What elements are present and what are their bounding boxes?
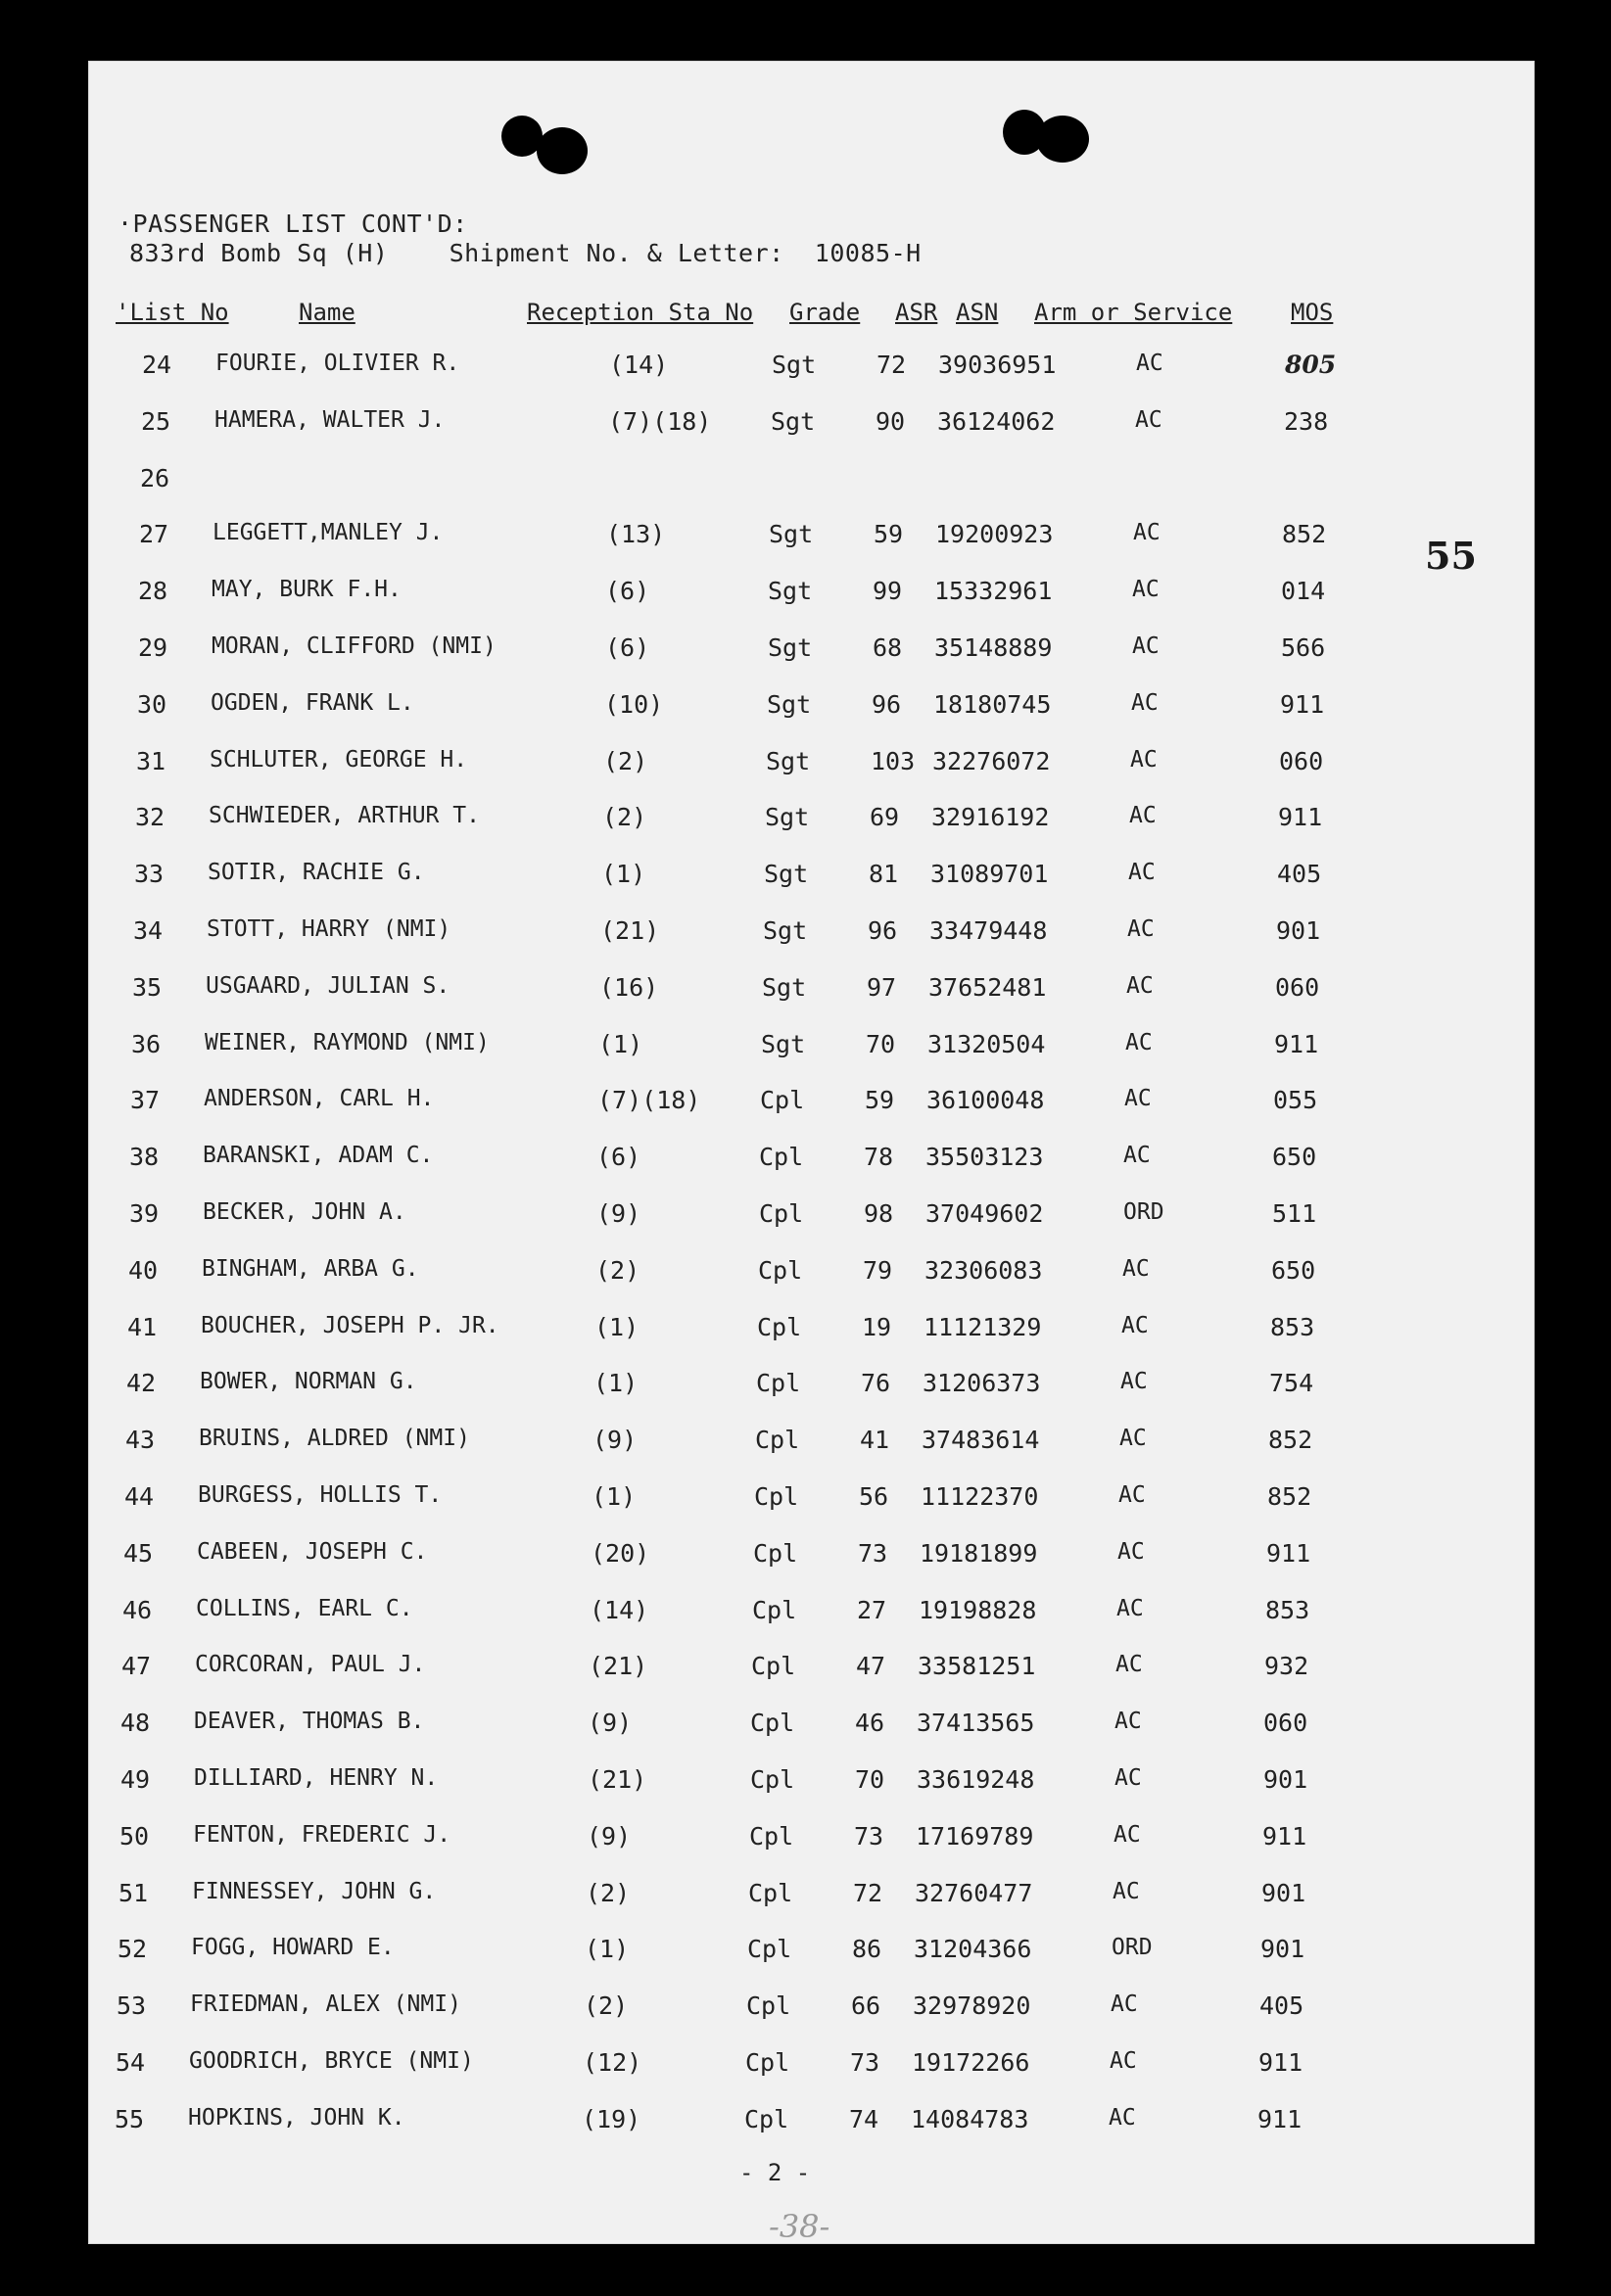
asr-cell: 76 <box>861 1369 891 1398</box>
asr-cell: 96 <box>872 689 902 719</box>
reception-cell: (2) <box>603 746 648 775</box>
mos-cell: 852 <box>1268 1426 1313 1455</box>
reception-cell: (1) <box>598 1029 643 1058</box>
reception-cell: (1) <box>592 1482 637 1511</box>
mos-cell: 060 <box>1263 1709 1308 1738</box>
name-cell: COLLINS, EARL C. <box>196 1595 413 1621</box>
table-row <box>0 1199 1358 1239</box>
asr-cell: 68 <box>873 633 903 662</box>
asr-cell: 78 <box>864 1143 894 1172</box>
arm-cell: AC <box>1131 689 1159 716</box>
mos-cell: 055 <box>1273 1086 1318 1115</box>
name-cell: BOUCHER, JOSEPH P. JR. <box>201 1312 499 1338</box>
grade-cell: Cpl <box>759 1143 804 1172</box>
mos-cell: 853 <box>1270 1312 1315 1341</box>
grade-cell: Cpl <box>750 1765 795 1794</box>
name-cell: SOTIR, RACHIE G. <box>208 860 425 886</box>
asn-cell: 39036951 <box>938 351 1057 379</box>
arm-cell: AC <box>1129 803 1157 829</box>
list-no-cell: 53 <box>117 1991 147 2021</box>
grade-cell: Sgt <box>761 1029 806 1058</box>
arm-cell: AC <box>1116 1595 1144 1621</box>
mos-cell: 932 <box>1264 1652 1309 1681</box>
mos-cell: 650 <box>1271 1255 1316 1285</box>
asr-cell: 98 <box>864 1199 894 1228</box>
asn-cell: 19200923 <box>935 520 1054 549</box>
asr-cell: 47 <box>856 1652 886 1681</box>
asr-cell: 66 <box>851 1991 881 2021</box>
arm-cell: AC <box>1114 1765 1142 1791</box>
grade-cell: Sgt <box>771 406 816 436</box>
list-no-cell: 50 <box>119 1821 150 1851</box>
table-row <box>0 1539 1352 1578</box>
asn-cell: 19181899 <box>920 1538 1038 1568</box>
asn-cell: 31320504 <box>927 1029 1046 1058</box>
asr-cell: 41 <box>860 1426 890 1455</box>
list-no-cell: 29 <box>138 633 168 662</box>
arm-cell: AC <box>1121 1312 1149 1338</box>
name-cell: SCHWIEDER, ARTHUR T. <box>209 803 480 829</box>
asn-cell: 37652481 <box>928 972 1047 1002</box>
grade-cell: Cpl <box>755 1426 800 1455</box>
mos-cell: 852 <box>1282 520 1327 549</box>
grade-cell: Sgt <box>768 633 813 662</box>
asr-cell: 73 <box>850 2048 880 2077</box>
mos-cell: 911 <box>1262 1821 1307 1851</box>
grade-cell: Cpl <box>748 1878 793 1907</box>
table-row <box>0 1822 1349 1861</box>
arm-cell: AC <box>1132 633 1160 659</box>
asn-cell: 11121329 <box>924 1312 1042 1341</box>
grade-cell: Cpl <box>744 2104 789 2133</box>
asn-cell: 35503123 <box>925 1143 1044 1172</box>
asn-cell: 36100048 <box>926 1086 1045 1115</box>
arm-cell: AC <box>1113 1878 1140 1904</box>
page-number: - 2 - <box>739 2159 811 2186</box>
asn-cell: 37413565 <box>917 1709 1035 1738</box>
grade-cell: Cpl <box>758 1255 803 1285</box>
list-no-cell: 34 <box>133 916 164 945</box>
asn-cell: 36124062 <box>937 406 1056 436</box>
name-cell: OGDEN, FRANK L. <box>211 689 414 716</box>
grade-cell: Sgt <box>772 351 817 379</box>
name-cell: BINGHAM, ARBA G. <box>202 1255 419 1282</box>
reception-cell: (14) <box>590 1595 649 1624</box>
table-row <box>0 351 1371 390</box>
mos-cell: 511 <box>1272 1199 1317 1228</box>
asr-cell: 90 <box>876 406 906 436</box>
list-no-cell: 36 <box>131 1029 162 1058</box>
punch-hole-right <box>1036 116 1089 163</box>
mos-cell: 014 <box>1281 577 1326 606</box>
arm-cell: AC <box>1128 860 1156 886</box>
grade-cell: Cpl <box>757 1312 802 1341</box>
asn-cell: 19172266 <box>912 2048 1030 2077</box>
list-no-cell: 38 <box>129 1143 160 1172</box>
mos-cell: 405 <box>1259 1991 1304 2021</box>
list-no-cell: 26 <box>140 463 170 492</box>
list-no-cell: 24 <box>142 351 172 379</box>
name-cell: FENTON, FREDERIC J. <box>193 1821 451 1848</box>
column-asr: ASR <box>895 299 938 326</box>
table-row <box>0 577 1367 616</box>
grade-cell: Sgt <box>762 972 807 1002</box>
arm-cell: AC <box>1115 1652 1143 1678</box>
list-no-cell: 41 <box>127 1312 158 1341</box>
name-cell: WEINER, RAYMOND (NMI) <box>205 1029 490 1055</box>
table-row <box>0 1765 1350 1804</box>
shipment-line: 833rd Bomb Sq (H) Shipment No. & Letter: 10085-H <box>129 239 922 267</box>
reception-cell: (9) <box>588 1709 633 1738</box>
list-no-cell: 55 <box>115 2104 145 2133</box>
grade-cell: Cpl <box>747 1935 792 1964</box>
grade-cell: Cpl <box>749 1821 794 1851</box>
list-no-cell: 30 <box>137 689 167 719</box>
name-cell: LEGGETT,MANLEY J. <box>213 520 444 546</box>
table-row <box>0 747 1365 786</box>
column-arm-or-service: Arm or Service <box>1034 299 1233 326</box>
table-row <box>0 690 1366 729</box>
folio-number: -38- <box>769 2208 830 2245</box>
table-row <box>0 1596 1351 1635</box>
asn-cell: 31089701 <box>930 860 1049 889</box>
table-row <box>0 1313 1356 1352</box>
mos-cell: 805 <box>1285 351 1337 379</box>
reception-cell: (2) <box>584 1991 629 2021</box>
asr-cell: 86 <box>852 1935 882 1964</box>
name-cell: DILLIARD, HENRY N. <box>194 1765 439 1791</box>
column-reception: Reception Sta No <box>527 299 754 326</box>
arm-cell: AC <box>1125 1029 1153 1055</box>
reception-cell: (6) <box>596 1143 641 1172</box>
mos-cell: 405 <box>1277 860 1322 889</box>
asr-cell: 56 <box>859 1482 889 1511</box>
asr-cell: 70 <box>855 1765 885 1794</box>
arm-cell: AC <box>1135 406 1162 433</box>
asn-cell: 37049602 <box>925 1199 1044 1228</box>
table-row <box>0 1709 1350 1748</box>
list-no-cell: 32 <box>135 803 166 832</box>
table-row <box>0 1256 1357 1295</box>
arm-cell: AC <box>1113 1821 1141 1848</box>
table-row <box>0 633 1367 673</box>
name-cell: GOODRICH, BRYCE (NMI) <box>189 2048 474 2074</box>
asn-cell: 32978920 <box>913 1991 1031 2021</box>
name-cell: CORCORAN, PAUL J. <box>195 1652 426 1678</box>
reception-cell: (6) <box>605 633 650 662</box>
asr-cell: 27 <box>857 1595 887 1624</box>
name-cell: BOWER, NORMAN G. <box>200 1369 417 1395</box>
name-cell: USGAARD, JULIAN S. <box>206 972 450 999</box>
table-row <box>0 803 1364 842</box>
table-row <box>0 2048 1345 2087</box>
list-no-cell: 27 <box>139 520 169 549</box>
asr-cell: 74 <box>849 2104 879 2133</box>
reception-cell: (21) <box>589 1652 648 1681</box>
asr-cell: 79 <box>863 1255 893 1285</box>
reception-cell: (14) <box>609 351 669 379</box>
name-cell: FRIEDMAN, ALEX (NMI) <box>190 1991 461 2018</box>
name-cell: MORAN, CLIFFORD (NMI) <box>212 633 497 659</box>
document-title: ·PASSENGER LIST CONT'D: <box>118 210 468 238</box>
mos-cell: 901 <box>1261 1878 1306 1907</box>
grade-cell: Sgt <box>765 803 810 832</box>
asr-cell: 69 <box>870 803 900 832</box>
reception-cell: (2) <box>586 1878 631 1907</box>
mos-cell: 911 <box>1257 2104 1303 2133</box>
arm-cell: AC <box>1123 1143 1151 1169</box>
mos-cell: 911 <box>1280 689 1325 719</box>
table-row <box>0 860 1363 899</box>
asr-cell: 72 <box>853 1878 883 1907</box>
asr-cell: 96 <box>868 916 898 945</box>
table-row <box>0 1879 1348 1918</box>
list-no-cell: 40 <box>128 1255 159 1285</box>
table-row <box>0 1030 1360 1069</box>
grade-cell: Sgt <box>766 746 811 775</box>
asr-cell: 73 <box>858 1538 888 1568</box>
asr-cell: 19 <box>862 1312 892 1341</box>
arm-cell: AC <box>1127 916 1155 942</box>
reception-cell: (13) <box>606 520 666 549</box>
list-no-cell: 39 <box>129 1199 160 1228</box>
mos-cell: 650 <box>1272 1143 1317 1172</box>
list-no-cell: 37 <box>130 1086 161 1115</box>
grade-cell: Cpl <box>751 1652 796 1681</box>
asn-cell: 19198828 <box>919 1595 1037 1624</box>
name-cell: FINNESSEY, JOHN G. <box>192 1878 437 1904</box>
name-cell: BRUINS, ALDRED (NMI) <box>199 1426 470 1452</box>
mos-cell: 852 <box>1267 1482 1312 1511</box>
grade-cell: Sgt <box>763 916 808 945</box>
punch-hole-left <box>537 127 588 174</box>
mos-cell: 060 <box>1279 746 1324 775</box>
list-no-cell: 51 <box>118 1878 149 1907</box>
asn-cell: 32276072 <box>932 746 1051 775</box>
table-row <box>0 916 1362 956</box>
grade-cell: Cpl <box>746 1991 791 2021</box>
asr-cell: 103 <box>871 746 916 775</box>
list-no-cell: 52 <box>118 1935 148 1964</box>
table-row <box>0 1935 1347 1974</box>
name-cell: FOGG, HOWARD E. <box>191 1935 395 1961</box>
list-no-cell: 49 <box>120 1765 151 1794</box>
table-row <box>0 1086 1359 1125</box>
table-row <box>0 1426 1354 1465</box>
mos-cell: 901 <box>1260 1935 1305 1964</box>
table-row <box>0 520 1368 559</box>
reception-cell: (19) <box>582 2104 641 2133</box>
list-no-cell: 54 <box>116 2048 146 2077</box>
grade-cell: Cpl <box>745 2048 790 2077</box>
grade-cell: Cpl <box>754 1482 799 1511</box>
asn-cell: 17169789 <box>916 1821 1034 1851</box>
table-row <box>0 464 1369 503</box>
asn-cell: 32306083 <box>924 1255 1043 1285</box>
table-row <box>0 407 1370 446</box>
asn-cell: 33619248 <box>917 1765 1035 1794</box>
arm-cell: ORD <box>1123 1199 1164 1225</box>
mos-cell: 911 <box>1258 2048 1303 2077</box>
arm-cell: ORD <box>1112 1935 1153 1961</box>
list-no-cell: 42 <box>126 1369 157 1398</box>
asn-cell: 18180745 <box>933 689 1052 719</box>
asn-cell: 15332961 <box>934 577 1053 606</box>
name-cell: BARANSKI, ADAM C. <box>203 1143 434 1169</box>
grade-cell: Cpl <box>756 1369 801 1398</box>
list-no-cell: 46 <box>122 1595 153 1624</box>
asn-cell: 35148889 <box>934 633 1053 662</box>
reception-cell: (9) <box>592 1426 638 1455</box>
column-grade: Grade <box>789 299 861 326</box>
list-no-cell: 25 <box>141 406 171 436</box>
reception-cell: (1) <box>593 1369 639 1398</box>
arm-cell: AC <box>1114 1709 1142 1735</box>
column-asn: ASN <box>956 299 999 326</box>
arm-cell: AC <box>1110 2048 1137 2074</box>
reception-cell: (9) <box>596 1199 641 1228</box>
table-row <box>0 1482 1353 1522</box>
asn-cell: 31206373 <box>923 1369 1041 1398</box>
name-cell: HAMERA, WALTER J. <box>214 406 446 433</box>
mos-cell: 911 <box>1278 803 1323 832</box>
arm-cell: AC <box>1133 520 1161 546</box>
grade-cell: Cpl <box>753 1538 798 1568</box>
mos-cell: 853 <box>1265 1595 1310 1624</box>
list-no-cell: 48 <box>120 1709 151 1738</box>
arm-cell: AC <box>1117 1538 1145 1565</box>
reception-cell: (20) <box>591 1538 650 1568</box>
table-row <box>0 1991 1346 2031</box>
name-cell: BURGESS, HOLLIS T. <box>198 1482 443 1508</box>
name-cell: FOURIE, OLIVIER R. <box>215 351 460 376</box>
name-cell: ANDERSON, CARL H. <box>204 1086 435 1112</box>
grade-cell: Sgt <box>769 520 814 549</box>
name-cell: HOPKINS, JOHN K. <box>188 2104 405 2131</box>
table-row <box>0 2105 1344 2144</box>
reception-cell: (21) <box>588 1765 647 1794</box>
table-row <box>0 1143 1358 1182</box>
asr-cell: 72 <box>877 351 907 379</box>
arm-cell: AC <box>1126 972 1154 999</box>
asn-cell: 32916192 <box>931 803 1050 832</box>
mos-cell: 566 <box>1281 633 1326 662</box>
asr-cell: 97 <box>867 972 897 1002</box>
reception-cell: (2) <box>602 803 647 832</box>
reception-cell: (9) <box>587 1821 632 1851</box>
list-no-cell: 44 <box>124 1482 155 1511</box>
reception-cell: (7)(18) <box>608 406 712 436</box>
asr-cell: 59 <box>865 1086 895 1115</box>
arm-cell: AC <box>1109 2104 1136 2131</box>
asn-cell: 31204366 <box>914 1935 1032 1964</box>
grade-cell: Sgt <box>764 860 809 889</box>
reception-cell: (16) <box>599 972 659 1002</box>
mos-cell: 901 <box>1276 916 1321 945</box>
grade-cell: Cpl <box>760 1086 805 1115</box>
reception-cell: (1) <box>585 1935 630 1964</box>
arm-cell: AC <box>1130 746 1158 773</box>
arm-cell: AC <box>1119 1426 1147 1452</box>
name-cell: DEAVER, THOMAS B. <box>194 1709 425 1735</box>
grade-cell: Cpl <box>752 1595 797 1624</box>
asn-cell: 37483614 <box>922 1426 1040 1455</box>
name-cell: BECKER, JOHN A. <box>203 1199 406 1225</box>
arm-cell: AC <box>1124 1086 1152 1112</box>
arm-cell: AC <box>1136 351 1163 376</box>
asn-cell: 33581251 <box>918 1652 1036 1681</box>
list-no-cell: 47 <box>121 1652 152 1681</box>
reception-cell: (2) <box>595 1255 640 1285</box>
list-no-cell: 45 <box>123 1538 154 1568</box>
asr-cell: 70 <box>866 1029 896 1058</box>
asr-cell: 73 <box>854 1821 884 1851</box>
arm-cell: AC <box>1118 1482 1146 1508</box>
reception-cell: (10) <box>604 689 664 719</box>
mos-cell: 060 <box>1275 972 1320 1002</box>
grade-cell: Sgt <box>767 689 812 719</box>
reception-cell: (1) <box>594 1312 640 1341</box>
mos-cell: 911 <box>1274 1029 1319 1058</box>
arm-cell: AC <box>1132 577 1160 603</box>
asn-cell: 33479448 <box>929 916 1048 945</box>
reception-cell: (21) <box>600 916 660 945</box>
list-no-cell: 28 <box>138 577 168 606</box>
asn-cell: 11122370 <box>921 1482 1039 1511</box>
arm-cell: AC <box>1122 1255 1150 1282</box>
mos-cell: 901 <box>1263 1765 1308 1794</box>
arm-cell: AC <box>1120 1369 1148 1395</box>
reception-cell: (6) <box>605 577 650 606</box>
mos-cell: 238 <box>1284 406 1329 436</box>
grade-cell: Cpl <box>750 1709 795 1738</box>
name-cell: SCHLUTER, GEORGE H. <box>210 746 468 773</box>
mos-cell: 754 <box>1269 1369 1314 1398</box>
table-row <box>0 1652 1350 1691</box>
table-row <box>0 973 1361 1012</box>
arm-cell: AC <box>1111 1991 1138 2018</box>
reception-cell: (12) <box>583 2048 642 2077</box>
name-cell: STOTT, HARRY (NMI) <box>207 916 451 942</box>
list-no-cell: 31 <box>136 746 166 775</box>
reception-cell: (7)(18) <box>597 1086 701 1115</box>
asr-cell: 81 <box>869 860 899 889</box>
grade-cell: Cpl <box>759 1199 804 1228</box>
column-list-no: 'List No <box>116 299 229 326</box>
list-no-cell: 35 <box>132 972 163 1002</box>
name-cell: MAY, BURK F.H. <box>212 577 402 603</box>
asn-cell: 14084783 <box>911 2104 1029 2133</box>
column-mos: MOS <box>1291 299 1334 326</box>
list-no-cell: 33 <box>134 860 165 889</box>
margin-number: 55 <box>1425 534 1477 578</box>
table-row <box>0 1369 1355 1408</box>
list-no-cell: 43 <box>125 1426 156 1455</box>
column-name: Name <box>299 299 355 326</box>
mos-cell: 911 <box>1266 1538 1311 1568</box>
grade-cell: Sgt <box>768 577 813 606</box>
reception-cell: (1) <box>601 860 646 889</box>
name-cell: CABEEN, JOSEPH C. <box>197 1538 428 1565</box>
asr-cell: 59 <box>874 520 904 549</box>
asr-cell: 46 <box>855 1709 885 1738</box>
asn-cell: 32760477 <box>915 1878 1033 1907</box>
asr-cell: 99 <box>873 577 903 606</box>
